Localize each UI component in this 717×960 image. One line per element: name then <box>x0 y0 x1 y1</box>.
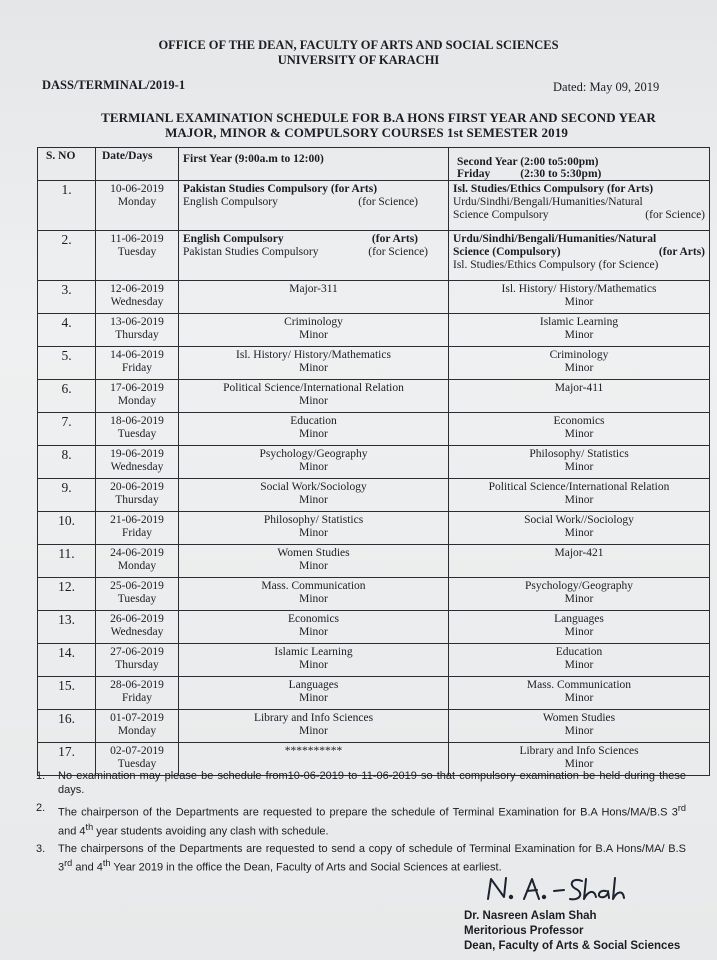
exam-subject: Political Science/International Relation <box>223 382 404 394</box>
date-cell <box>96 281 179 314</box>
exam-type: Minor <box>564 428 594 440</box>
exam-subject: Science (Compulsory) <box>453 246 561 258</box>
exam-type: Minor <box>564 296 594 308</box>
note-text: Year 2019 in the office the Dean, Faculty of Arts and Social Sciences at earliest. <box>110 861 502 874</box>
note-1 <box>36 769 686 797</box>
exam-day: Wednesday <box>110 296 164 308</box>
exam-subject: Philosophy/ Statistics <box>529 448 629 460</box>
second-year-cell <box>449 380 710 413</box>
date-cell <box>96 347 179 380</box>
exam-day: Monday <box>117 395 157 407</box>
second-year-cell <box>449 281 710 314</box>
exam-type: Minor <box>299 494 328 506</box>
note-text: No examination may please be schedule from10-06-2019 to 11-06-2019 so that compulsory examination be held during these days. <box>58 770 686 796</box>
document-date: Dated: May 09, 2019 <box>553 80 660 94</box>
exam-subject: Major-411 <box>554 382 604 394</box>
note-text: The chairpersons of the Departments are requested to send a copy of schedule of Terminal Examination for B.A Hons/MA/ B.S 3 <box>58 843 686 874</box>
table-row <box>38 347 710 380</box>
exam-type: Minor <box>564 329 594 341</box>
exam-date: 21-06-2019 <box>110 514 164 526</box>
exam-type: Minor <box>299 395 328 407</box>
header-second-year-friday <box>457 168 709 180</box>
table-row <box>38 710 710 743</box>
exam-subject: Philosophy/ Statistics <box>263 514 364 526</box>
exam-day: Monday <box>117 560 157 572</box>
date-cell <box>96 710 179 743</box>
exam-type: Minor <box>564 527 594 539</box>
second-year-cell <box>449 231 710 281</box>
exam-type: Minor <box>564 626 594 638</box>
exam-date: 10-06-2019 <box>110 183 164 195</box>
exam-type: Minor <box>299 725 328 737</box>
signatory-block <box>464 909 680 954</box>
exam-subject: Islamic Learning <box>539 316 619 328</box>
handwritten-signature <box>484 873 629 909</box>
exam-audience: (for Science) <box>368 246 428 258</box>
note-text: year students avoiding any clash with schedule. <box>93 825 329 838</box>
table-row <box>38 677 710 710</box>
first-year-cell <box>179 545 449 578</box>
exam-type: Minor <box>564 494 594 506</box>
exam-subject: Political Science/International Relation <box>488 481 670 493</box>
exam-subject: Languages <box>288 679 339 691</box>
exam-date: 27-06-2019 <box>110 646 164 658</box>
exam-schedule-table <box>37 147 710 776</box>
table-row <box>38 611 710 644</box>
exam-subject: Women Studies <box>277 547 350 559</box>
note-sup: th <box>102 858 111 869</box>
exam-date: 19-06-2019 <box>110 448 164 460</box>
date-cell <box>96 181 179 231</box>
serial-number: 1. <box>38 181 96 231</box>
exam-subject: Isl. Studies/Ethics Compulsory (for Arts) <box>453 183 654 195</box>
exam-subject: Pakistan Studies Compulsory <box>183 246 319 258</box>
first-year-cell <box>179 314 449 347</box>
first-year-cell <box>179 710 449 743</box>
second-year-cell <box>449 578 710 611</box>
first-year-cell <box>179 644 449 677</box>
exam-day: Monday <box>117 725 157 737</box>
table-row <box>38 479 710 512</box>
note-sup: th <box>85 821 94 832</box>
date-cell <box>96 578 179 611</box>
note-number: 1. <box>36 770 46 782</box>
exam-subject: Mass. Communication <box>261 580 366 592</box>
date-cell <box>96 479 179 512</box>
schedule-subtitle: MAJOR, MINOR & COMPULSORY COURSES 1st SEMESTER 2019 <box>165 125 568 140</box>
note-number: 3. <box>36 843 46 856</box>
first-year-cell <box>179 611 449 644</box>
exam-date: 24-06-2019 <box>110 547 164 559</box>
serial-number: 11. <box>38 545 96 578</box>
exam-day: Tuesday <box>117 428 157 440</box>
exam-type: Minor <box>299 329 328 341</box>
table-row <box>38 512 710 545</box>
exam-audience: (for Science) <box>358 196 418 208</box>
exam-type: Minor <box>299 593 328 605</box>
office-title: OFFICE OF THE DEAN, FACULTY OF ARTS AND SOCIAL SCIENCES <box>158 38 559 52</box>
date-cell <box>96 677 179 710</box>
first-year-cell <box>179 578 449 611</box>
exam-day: Monday <box>117 196 157 208</box>
note-text: and 4 <box>58 825 86 838</box>
date-cell <box>96 644 179 677</box>
table-row <box>38 446 710 479</box>
table-row <box>38 413 710 446</box>
exam-day: Friday <box>121 692 153 704</box>
exam-subject: Women Studies <box>542 712 616 724</box>
table-header-row <box>38 148 710 181</box>
table-row <box>38 644 710 677</box>
header-date: Date/Days <box>96 148 179 181</box>
exam-subject: Science Compulsory <box>453 209 549 221</box>
exam-date: 25-06-2019 <box>110 580 164 592</box>
date-cell <box>96 380 179 413</box>
exam-date: 12-06-2019 <box>110 283 164 295</box>
exam-subject: Economics <box>553 415 605 427</box>
table-row <box>38 314 710 347</box>
exam-audience: (for Arts) <box>371 233 418 245</box>
exam-audience: (for Science) <box>645 209 705 221</box>
date-cell <box>96 446 179 479</box>
table-row <box>38 545 710 578</box>
first-year-cell <box>179 380 449 413</box>
exam-day: Wednesday <box>110 626 164 638</box>
exam-date: 26-06-2019 <box>110 613 164 625</box>
exam-day: Tuesday <box>117 246 157 258</box>
second-year-cell <box>449 644 710 677</box>
first-year-cell <box>179 479 449 512</box>
second-year-cell <box>449 611 710 644</box>
exam-type: Minor <box>299 626 328 638</box>
exam-subject: Isl. Studies/Ethics Compulsory (for Science) <box>453 259 659 271</box>
exam-day: Thursday <box>115 659 159 671</box>
second-year-cell <box>449 413 710 446</box>
second-year-cell <box>449 181 710 231</box>
note-number: 2. <box>36 802 46 814</box>
date-cell <box>96 413 179 446</box>
exam-date: 13-06-2019 <box>110 316 164 328</box>
header-second-year <box>449 148 710 181</box>
exam-type: Minor <box>564 758 594 770</box>
second-year-cell <box>449 314 710 347</box>
exam-subject: Library and Info Sciences <box>519 745 639 757</box>
signatory-office: Dean, Faculty of Arts & Social Sciences <box>464 940 681 952</box>
exam-day: Friday <box>121 362 153 374</box>
first-year-cell <box>179 413 449 446</box>
exam-day: Tuesday <box>117 593 157 605</box>
exam-day: Thursday <box>115 494 159 506</box>
exam-date: 11-06-2019 <box>110 233 164 245</box>
exam-date: 18-06-2019 <box>110 415 164 427</box>
serial-number: 16. <box>38 710 96 743</box>
exam-type: Minor <box>299 692 328 704</box>
exam-type: Minor <box>564 692 594 704</box>
serial-number: 13. <box>38 611 96 644</box>
exam-type: Minor <box>299 560 328 572</box>
exam-subject: English Compulsory <box>183 233 284 245</box>
note-text: and 4 <box>72 861 103 874</box>
exam-type: Minor <box>564 725 594 737</box>
exam-subject: Criminology <box>284 316 343 328</box>
exam-subject: Psychology/Geography <box>525 580 633 592</box>
serial-number: 5. <box>38 347 96 380</box>
serial-number: 10. <box>38 512 96 545</box>
first-year-cell <box>179 231 449 281</box>
exam-type: Minor <box>299 362 328 374</box>
exam-day: Thursday <box>115 329 159 341</box>
exam-subject: Criminology <box>549 349 609 361</box>
exam-subject: Urdu/Sindhi/Bengali/Humanities/Natural <box>453 233 657 245</box>
first-year-cell <box>179 446 449 479</box>
exam-subject: Social Work/Sociology <box>260 481 367 493</box>
second-year-cell <box>449 512 710 545</box>
exam-type: Minor <box>299 461 328 473</box>
reference-number: DASS/TERMINAL/2019-1 <box>42 78 186 92</box>
exam-type: Minor <box>299 527 328 539</box>
first-year-cell <box>179 181 449 231</box>
exam-subject: Education <box>555 646 603 658</box>
exam-subject: Major-421 <box>554 547 604 559</box>
second-year-cell <box>449 347 710 380</box>
first-year-cell <box>179 347 449 380</box>
exam-type: Minor <box>564 593 594 605</box>
notes-list <box>36 769 686 879</box>
exam-date: 17-06-2019 <box>110 382 164 394</box>
table-row <box>38 380 710 413</box>
exam-subject: Pakistan Studies Compulsory (for Arts) <box>183 183 378 195</box>
header-second-year-time: Second Year (2:00 to5:00pm) <box>457 156 599 168</box>
table-row <box>38 281 710 314</box>
second-year-cell <box>449 446 710 479</box>
serial-number: 15. <box>38 677 96 710</box>
header-sno: S. NO <box>38 148 96 181</box>
exam-day: Tuesday <box>117 758 157 770</box>
exam-date: 20-06-2019 <box>110 481 164 493</box>
exam-subject: Islamic Learning <box>274 646 353 658</box>
serial-number: 2. <box>38 231 96 281</box>
serial-number: 3. <box>38 281 96 314</box>
first-year-cell <box>179 281 449 314</box>
exam-subject: Languages <box>554 613 604 625</box>
first-year-cell <box>179 677 449 710</box>
table-row <box>38 231 710 281</box>
exam-subject: Education <box>290 415 337 427</box>
note-3 <box>36 842 686 875</box>
note-text: The chairperson of the Departments are requested to prepare the schedule of Terminal Examination for B.A Hons/MA/B.S 3 <box>58 806 678 819</box>
signatory-title: Meritorious Professor <box>464 925 584 937</box>
date-cell <box>96 611 179 644</box>
date-cell <box>96 512 179 545</box>
exam-day: Friday <box>121 527 153 539</box>
exam-day: Wednesday <box>110 461 164 473</box>
date-cell <box>96 545 179 578</box>
exam-type: Minor <box>564 659 594 671</box>
date-cell <box>96 231 179 281</box>
exam-subject: Urdu/Sindhi/Bengali/Humanities/Natural <box>453 196 643 208</box>
serial-number: 4. <box>38 314 96 347</box>
exam-subject: Library and Info Sciences <box>253 712 374 724</box>
exam-subject: ********** <box>284 745 343 757</box>
exam-date: 28-06-2019 <box>110 679 164 691</box>
serial-number: 17. <box>38 743 96 776</box>
friday-time: (2:30 to 5:30pm) <box>520 168 602 180</box>
note-sup: rd <box>64 858 73 869</box>
exam-audience: (for Arts) <box>658 246 705 258</box>
note-2 <box>36 801 686 838</box>
exam-subject: Psychology/Geography <box>259 448 368 460</box>
second-year-cell <box>449 710 710 743</box>
exam-subject: Social Work//Sociology <box>524 514 634 526</box>
exam-type: Minor <box>299 659 328 671</box>
exam-type: Minor <box>564 362 594 374</box>
exam-date: 01-07-2019 <box>110 712 164 724</box>
serial-number: 8. <box>38 446 96 479</box>
serial-number: 14. <box>38 644 96 677</box>
second-year-cell <box>449 677 710 710</box>
schedule-title: TERMIANL EXAMINATION SCHEDULE FOR B.A HONS FIRST YEAR AND SECOND YEAR <box>101 110 656 125</box>
exam-subject: Isl. History/ History/Mathematics <box>236 349 391 361</box>
exam-subject: Economics <box>287 613 340 625</box>
first-year-cell <box>179 512 449 545</box>
second-year-cell <box>449 545 710 578</box>
university-name: UNIVERSITY OF KARACHI <box>277 53 440 67</box>
serial-number: 6. <box>38 380 96 413</box>
signatory-name: Dr. Nasreen Aslam Shah <box>464 910 597 922</box>
serial-number: 12. <box>38 578 96 611</box>
note-sup: rd <box>677 803 686 813</box>
serial-number: 7. <box>38 413 96 446</box>
exam-date: 14-06-2019 <box>110 349 164 361</box>
exam-subject: English Compulsory <box>183 196 278 208</box>
header-first-year: First Year (9:00a.m to 12:00) <box>179 148 449 181</box>
serial-number: 9. <box>38 479 96 512</box>
exam-subject: Major-311 <box>289 283 338 295</box>
table-row <box>38 578 710 611</box>
second-year-cell <box>449 479 710 512</box>
exam-type: Minor <box>564 461 594 473</box>
exam-subject: Isl. History/ History/Mathematics <box>501 283 657 295</box>
table-row <box>38 181 710 231</box>
date-cell <box>96 314 179 347</box>
exam-date: 02-07-2019 <box>110 745 164 757</box>
exam-subject: Mass. Communication <box>526 679 632 691</box>
exam-type: Minor <box>299 428 328 440</box>
friday-label: Friday <box>457 168 491 180</box>
